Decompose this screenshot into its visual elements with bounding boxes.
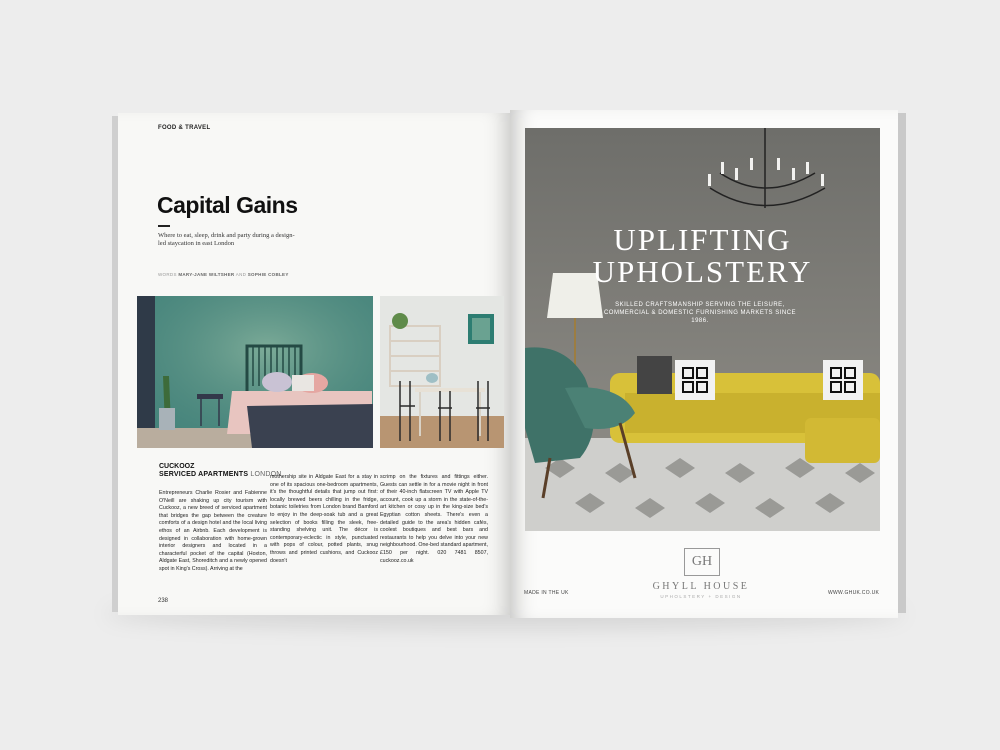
- venue-location: LONDON: [250, 471, 282, 478]
- page-number: 238: [158, 598, 169, 604]
- article-standfirst: Where to eat, sleep, drink and party during a design-led staycation in east London: [158, 232, 295, 247]
- title-rule: [158, 225, 170, 227]
- article-column-1: Entrepreneurs Charlie Rosier and Fabienne O'Neill are shaking up city tourism with Cuckooz, a new breed of serviced apartment that bridges the gap between the creature comforts of a design hotel and the local living ethos of an Airbnb. Each development is designed in collaboration with home-grown interior designers and located in a characterful pocket of the capital (Hoxton, Aldgate East, Shoreditch and a newly opened spot in King's Cross). Arriving at the: [159, 490, 267, 572]
- footer-made-in: MADE IN THE UK: [524, 590, 569, 596]
- byline: [158, 272, 289, 277]
- brand-tagline: UPHOLSTERY + DESIGN: [660, 594, 742, 599]
- footer-website: WWW.GHUK.CO.UK: [828, 590, 880, 596]
- ad-headline-line-2: UPHOLSTERY: [592, 254, 813, 289]
- venue-type-label: SERVICED APARTMENTS: [159, 471, 249, 478]
- article-column-2: mothership site in Aldgate East for a stay in one of its spacious one-bedroom apartments, it's the thoughtful details that jump out first: locally brewed beers chilling in the fridge, botanic toiletries from London brand Bamford to enjoy in the deep-soak tub and a great selection of books filling the sleek, free-standing shelving unit. The décor is contemporary-eclectic in style, punctuated with pops of colour, potted plants, snug throws and printed cushions, and Cuckooz doesn't: [270, 474, 378, 564]
- ad-headline: [525, 224, 880, 288]
- article-column-3: scrimp on the fixtures and fittings either. Guests can settle in for a movie night in front of their 40-inch flatscreen TV with Apple TV account, cook up a storm in the state-of-the-art kitchen or cosy up in the king-size bed's Egyptian cotton sheets. There's even a detailed guide to the area's hidden cafés, coolest boutiques and best bars and restaurants to help you delve into your new neighbourhood. One-bed standard apartment, £150 per night. 020 7481 8507, cuckooz.co.uk: [380, 474, 488, 564]
- article-title: Capital Gains: [157, 192, 298, 218]
- ad-headline-line-1: UPLIFTING: [613, 222, 792, 257]
- byline-prefix: WORDS: [158, 272, 177, 277]
- brand-monogram: GH: [691, 554, 713, 569]
- byline-author-1: MARY-JANE WILTSHER: [178, 272, 235, 277]
- bedroom-photo: [137, 296, 373, 448]
- living-room-photo: [380, 296, 504, 448]
- byline-and: AND: [235, 272, 247, 277]
- ad-subhead: SKILLED CRAFTSMANSHIP SERVING THE LEISURE, COMMERCIAL & DOMESTIC FURNISHING MARKETS SINCE 1986.: [603, 302, 797, 324]
- section-label: FOOD & TRAVEL: [158, 125, 211, 131]
- brand-name: GHYLL HOUSE: [652, 581, 750, 592]
- byline-author-2: SOPHIE COBLEY: [247, 272, 289, 277]
- venue-name: CUCKOOZ: [159, 463, 195, 470]
- brand-logo: [684, 548, 720, 576]
- venue-type: [159, 471, 282, 478]
- ad-photo: [525, 128, 880, 531]
